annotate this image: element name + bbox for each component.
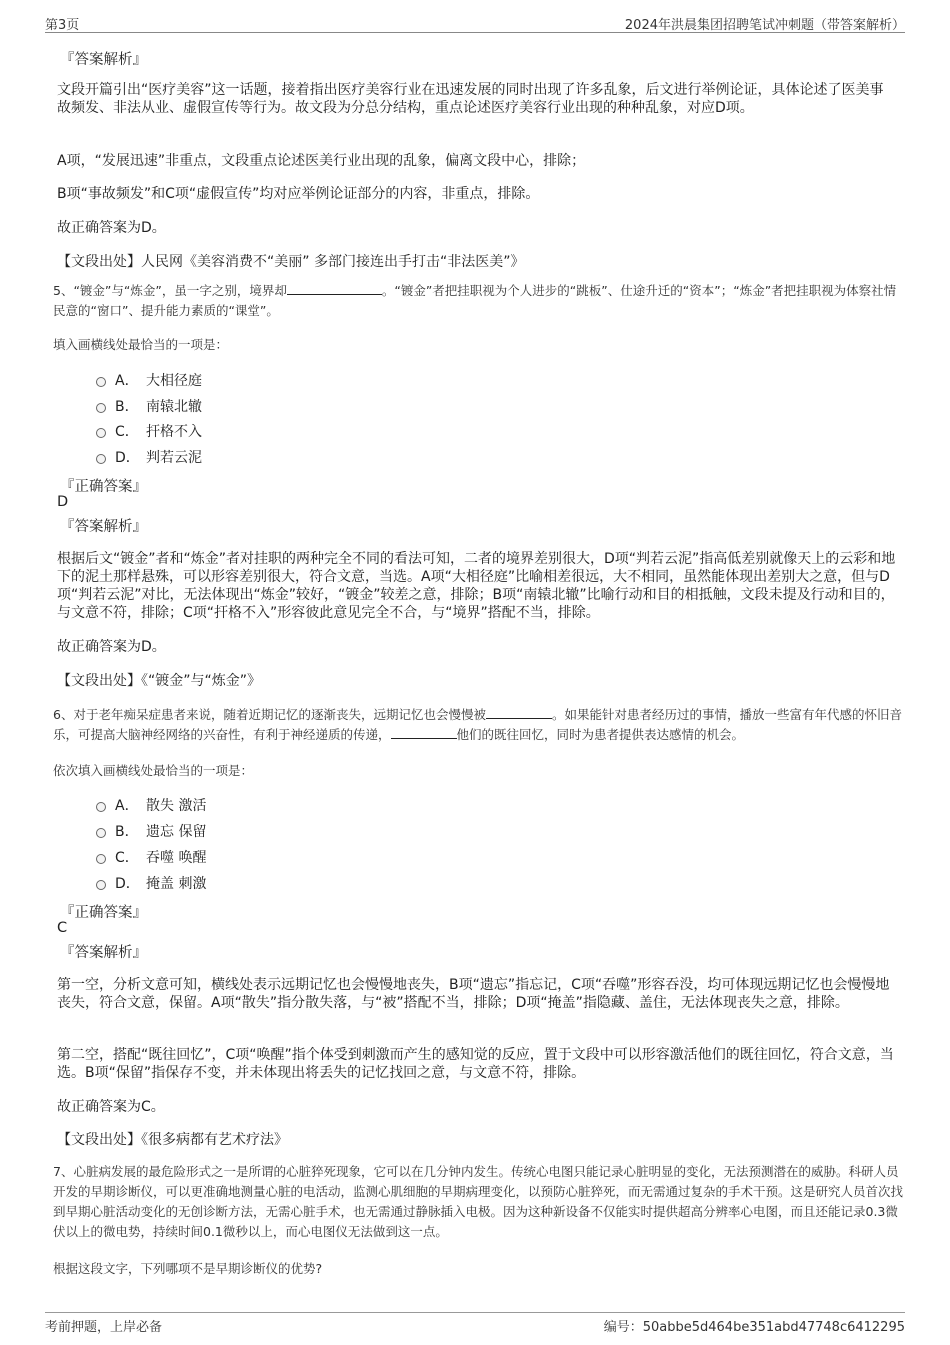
q5-conclusion: 故正确答案为D。 [57, 639, 166, 655]
radio-icon[interactable] [96, 377, 106, 387]
option-text: 判若云泥 [146, 450, 202, 466]
option-letter: D． [115, 450, 140, 466]
radio-icon[interactable] [96, 454, 106, 464]
q4-analysis-para2: A项，“发展迅速”非重点，文段重点论述医美行业出现的乱象，偏离文段中心，排除； [57, 153, 586, 169]
q5-prompt: 填入画横线处最恰当的一项是： [53, 337, 229, 352]
q5-analysis: 根据后文“镀金”者和“炼金”者对挂职的两种完全不同的看法可知，二者的境界差别很大，D项“判若云泥”指高低差别就像天上的云彩和地下的泥土那样悬殊，可以形容差别很大，符合文意，当选。A项“大相径庭”比喻相差很远，大不相同，虽然能体现出差别大之意，但与D项“判若云泥”对比，无法体现出“炼金”较好，“镀金”较差之意，排除；B项“南辕北辙”比喻行动和目的相抵触，文段未提及行动和目的，与文意不符，排除；C项“扞格不入”形容彼此意见完全不合，与“境界”搭配不当，排除。 [57, 551, 896, 621]
option-text: 大相径庭 [146, 373, 202, 389]
q6-conclusion: 故正确答案为C。 [57, 1099, 165, 1115]
option-letter: C． [115, 424, 139, 440]
q5-correct-answer: D [57, 494, 69, 510]
page-header [45, 12, 905, 33]
q5-analysis-label: 『答案解析』 [60, 519, 147, 535]
q6-correct-answer: C [57, 920, 68, 936]
radio-icon[interactable] [96, 880, 106, 890]
option-letter: B． [115, 399, 139, 415]
option-text: 遗忘 保留 [146, 824, 207, 840]
q6-stem-part2: 。如果能针对患者经历过的事情，播放一些富有年代感的怀旧音乐，可提高大脑神经网络的兴奋性，有利于神经递质的传递， [53, 707, 902, 742]
option-letter: A． [115, 373, 139, 389]
q5-stem-part1: 5、“镀金”与“炼金”，虽一字之别，境界却 [53, 283, 287, 298]
radio-icon[interactable] [96, 403, 106, 413]
q6-stem [53, 705, 903, 745]
radio-icon[interactable] [96, 828, 106, 838]
q6-blank-1 [486, 706, 552, 719]
q6-analysis-para2: 第二空，搭配“既往回忆”，C项“唤醒”指个体受到刺激而产生的感知觉的反应，置于文段中可以形容激活他们的既往回忆，符合文意，当选。B项“保留”指保存不变，并未体现出将丢失的记忆找回之意，与文意不符，排除。 [57, 1047, 894, 1081]
option-text: 吞噬 唤醒 [146, 850, 207, 866]
q4-analysis-para1: 文段开篇引出“医疗美容”这一话题，接着指出医疗美容行业在迅速发展的同时出现了许多乱象，后文进行举例论证，具体论述了医美事故频发、非法从业、虚假宣传等行为。故文段为分总分结构，重点论述医疗美容行业出现的种种乱象，对应D项。 [57, 82, 884, 116]
option-text: 扞格不入 [146, 424, 202, 440]
option-text: 掩盖 刺激 [146, 876, 207, 892]
q5-stem-part2: 。“镀金”者把挂职视为个人进步的“跳板”、仕途升迁的“资本”；“炼金”者把挂职视为体察社情民意的“窗口”、提升能力素质的“课堂”。 [53, 283, 897, 318]
option-text: 散失 激活 [146, 798, 207, 814]
option-letter: B． [115, 824, 139, 840]
q6-correct-label: 『正确答案』 [60, 905, 147, 921]
q7-stem: 7、心脏病发展的最危险形式之一是所谓的心脏猝死现象，它可以在几分钟内发生。传统心电图只能记录心脏明显的变化，无法预测潜在的威胁。科研人员开发的早期诊断仪，可以更准确地测量心脏的电活动，监测心肌细胞的早期病理变化，以预防心脏猝死，而无需通过复杂的手术干预。这是研究人员首次找到早期心脏活动变化的无创诊断方法，无需心脏手术，也无需通过静脉插入电极。因为这种新设备不仅能实时提供超高分辨率心电图，而且还能记录0.3微伏以上的微电势，持续时间0.1微秒以上，而心电图仪无法做到这一点。 [53, 1164, 904, 1239]
q4-conclusion: 故正确答案为D。 [57, 220, 166, 236]
option-letter: A． [115, 798, 139, 814]
page-number: 第3页 [45, 18, 80, 33]
q6-analysis-label: 『答案解析』 [60, 945, 147, 961]
radio-icon[interactable] [96, 802, 106, 812]
q6-analysis-para1: 第一空，分析文意可知，横线处表示远期记忆也会慢慢地丧失，B项“遗忘”指忘记，C项“吞噬”形容吞没，均可体现远期记忆也会慢慢地丧失，符合文意，保留。A项“散失”指分散失落，与“被”搭配不当，排除；D项“掩盖”指隐藏、盖住，无法体现丧失之意，排除。 [57, 977, 890, 1011]
option-text: 南辕北辙 [146, 399, 202, 415]
q4-analysis-para3: B项“事故频发”和C项“虚假宣传”均对应举例论证部分的内容，非重点，排除。 [57, 186, 540, 202]
q5-correct-label: 『正确答案』 [60, 479, 147, 495]
page-footer [45, 1312, 905, 1335]
q6-stem-part1: 6、对于老年痴呆症患者来说，随着近期记忆的逐渐丧失，远期记忆也会慢慢被 [53, 707, 486, 722]
q4-analysis-label: 『答案解析』 [60, 52, 147, 68]
q5-stem [53, 281, 903, 321]
q6-blank-2 [391, 726, 457, 739]
footer-serial: 编号：50abbe5d464be351abd47748c6412295 [603, 1320, 905, 1335]
q7-prompt: 根据这段文字，下列哪项不是早期诊断仪的优势? [53, 1261, 323, 1276]
option-letter: C． [115, 850, 139, 866]
option-letter: D． [115, 876, 140, 892]
radio-icon[interactable] [96, 428, 106, 438]
q6-prompt: 依次填入画横线处最恰当的一项是： [53, 763, 254, 778]
q5-source: 【文段出处】《“镀金”与“炼金”》 [57, 673, 262, 689]
footer-slogan: 考前押题，上岸必备 [45, 1320, 163, 1335]
q4-source: 【文段出处】人民网《美容消费不“美丽” 多部门接连出手打击“非法医美”》 [57, 254, 525, 270]
document-title: 2024年洪晨集团招聘笔试冲刺题（带答案解析） [624, 18, 905, 33]
radio-icon[interactable] [96, 854, 106, 864]
q5-blank [287, 282, 382, 295]
q6-source: 【文段出处】《很多病都有艺术疗法》 [57, 1132, 288, 1148]
q6-stem-part3: 他们的既往回忆，同时为患者提供表达感情的机会。 [456, 727, 745, 742]
